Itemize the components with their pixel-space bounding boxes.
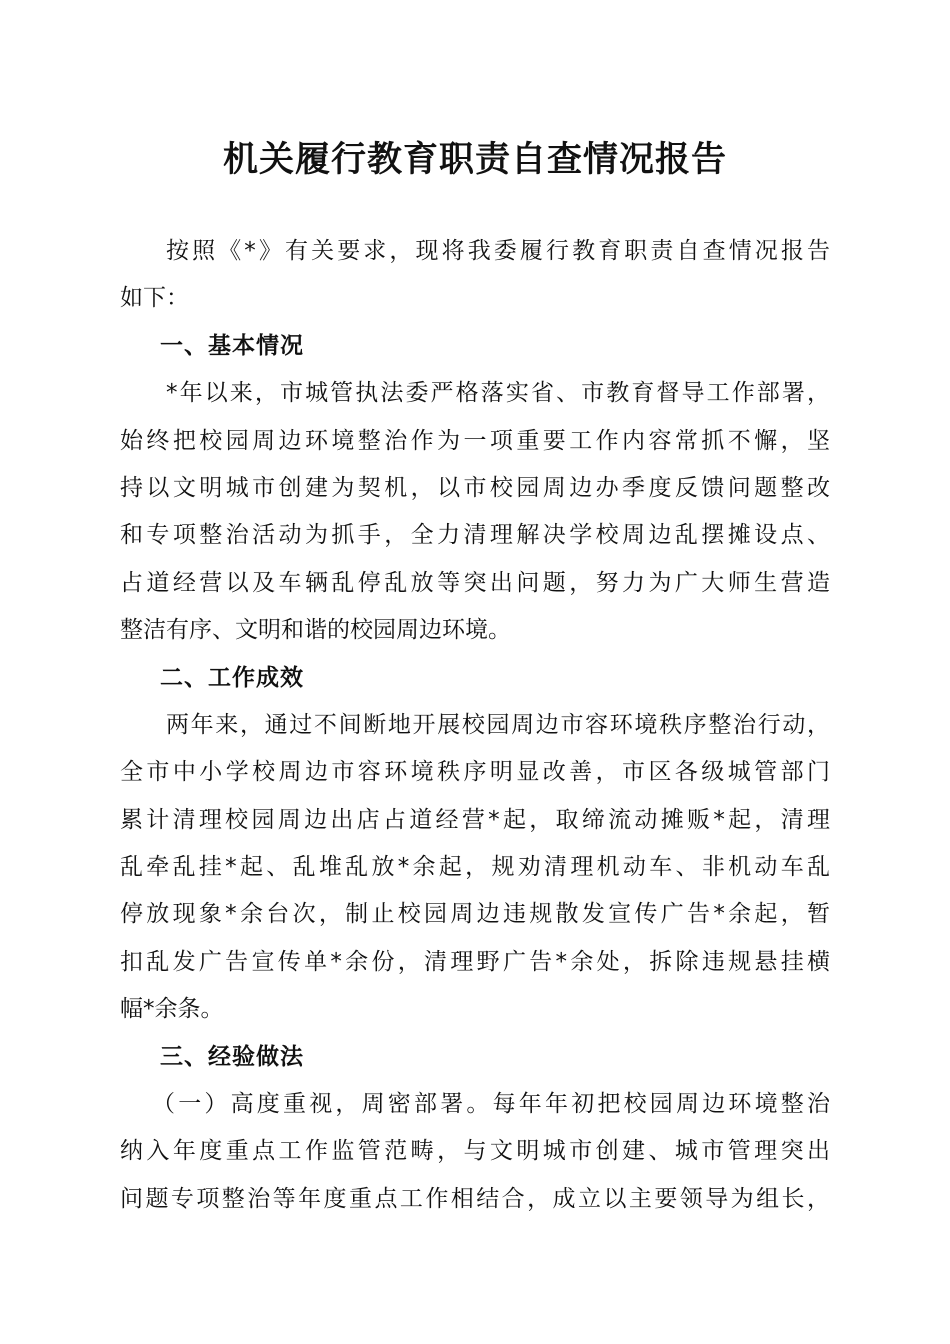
paragraph-line: 累计清理校园周边出店占道经营*起，取缔流动摊贩*起，清理: [120, 806, 830, 833]
document-title: 机关履行教育职责自查情况报告: [222, 139, 727, 180]
section-heading-results: 二、工作成效: [160, 664, 304, 691]
paragraph-line: 占道经营以及车辆乱停乱放等突出问题，努力为广大师生营造: [120, 569, 830, 596]
paragraph-line: 纳入年度重点工作监管范畴，与文明城市创建、城市管理突出: [120, 1138, 830, 1165]
document-body: [120, 228, 830, 1223]
paragraph-line: 扣乱发广告宣传单*余份，清理野广告*余处，拆除违规悬挂横: [120, 948, 830, 975]
paragraph-line: 始终把校园周边环境整治作为一项重要工作内容常抓不懈，坚: [120, 427, 830, 454]
paragraph-line: 问题专项整治等年度重点工作相结合，成立以主要领导为组长，: [120, 1185, 830, 1212]
paragraph-line: 和专项整治活动为抓手，全力清理解决学校周边乱摆摊设点、: [120, 522, 830, 549]
intro-line: 如下：: [120, 285, 189, 312]
paragraph-line: 全市中小学校周边市容环境秩序明显改善，市区各级城管部门: [120, 759, 830, 786]
paragraph-line: 持以文明城市创建为契机，以市校园周边办季度反馈问题整改: [120, 474, 830, 501]
paragraph-line: 停放现象*余台次，制止校园周边违规散发宣传广告*余起，暂: [120, 901, 830, 928]
intro-line: 按照《*》有关要求，现将我委履行教育职责自查情况报告: [166, 238, 830, 264]
paragraph-line: 幅*余条。: [120, 996, 224, 1023]
paragraph-line: *年以来，市城管执法委严格落实省、市教育督导工作部署，: [166, 380, 830, 407]
paragraph-line: 整洁有序、文明和谐的校园周边环境。: [120, 617, 511, 644]
paragraph-line: 两年来，通过不间断地开展校园周边市容环境秩序整治行动，: [166, 711, 830, 738]
section-heading-experience: 三、经验做法: [160, 1043, 304, 1070]
paragraph-line: 乱牵乱挂*起、乱堆乱放*余起，规劝清理机动车、非机动车乱: [120, 854, 830, 881]
section-heading-basic: 一、基本情况: [160, 332, 304, 359]
paragraph-line: （一）高度重视，周密部署。每年年初把校园周边环境整治: [152, 1091, 830, 1118]
